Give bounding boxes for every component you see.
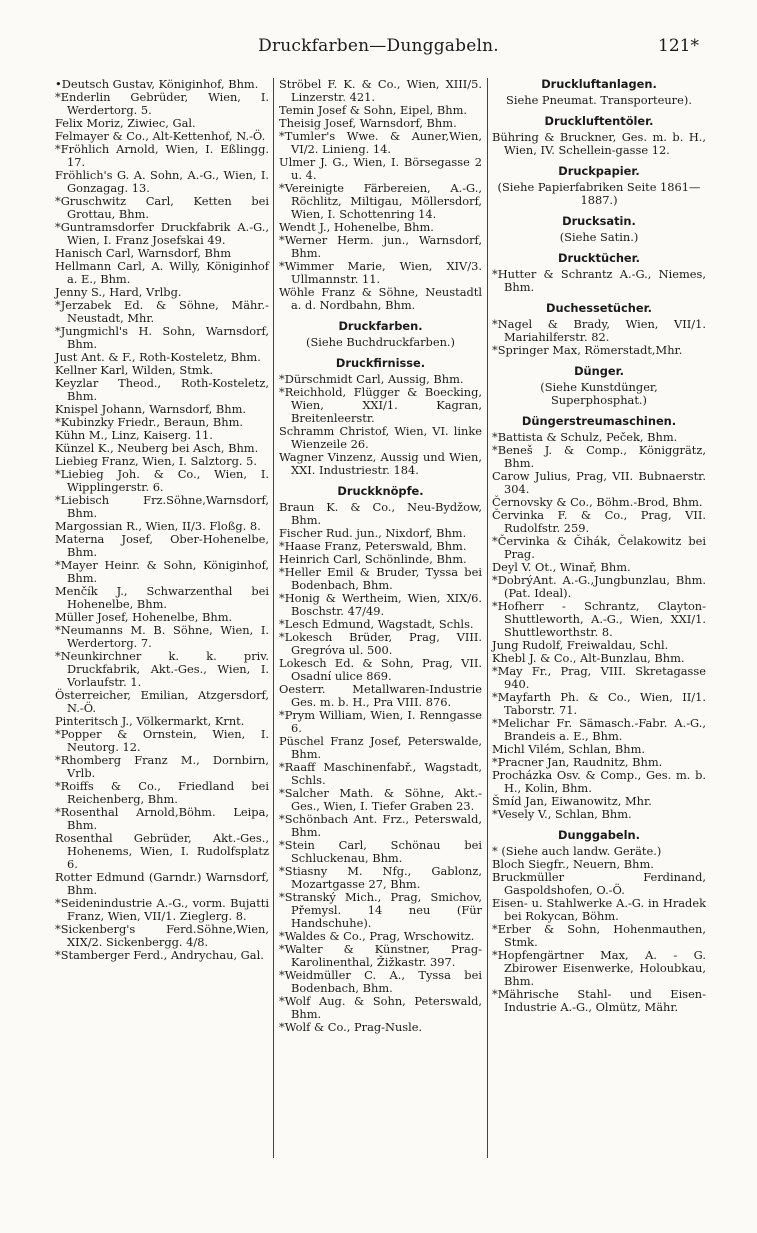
section-note-druckluftanlagen: Siehe Pneumat. Transporteure). — [506, 93, 692, 107]
directory-entry: Wendt J., Hohenelbe, Bhm. — [279, 220, 434, 234]
directory-entry: *Mährische Stahl- und Eisen-Industrie A.-G., Olmütz, Mähr. — [492, 987, 706, 1014]
directory-entry: •Deutsch Gustav, Königinhof, Bhm. — [55, 77, 259, 91]
directory-entry: *Kubinzky Friedr., Beraun, Bhm. — [55, 415, 243, 429]
column-middle — [279, 78, 482, 1034]
directory-entry: *Haase Franz, Peterswald, Bhm. — [279, 539, 467, 553]
directory-entry: *Mayer Heinr. & Sohn, Königinhof, Bhm. — [55, 558, 269, 585]
directory-entry: *Lesch Edmund, Wagstadt, Schls. — [279, 617, 474, 631]
directory-entry: Kellner Karl, Wilden, Stmk. — [55, 363, 214, 377]
directory-entry: Rosenthal Gebrüder, Akt.-Ges., Hohenems, Wien, I. Rudolfsplatz 6. — [55, 831, 269, 871]
section-title-drucksatin: Drucksatin. — [562, 214, 636, 228]
directory-entry: Braun K. & Co., Neu-Bydžow, Bhm. — [279, 500, 482, 527]
directory-entry: *Popper & Ornstein, Wien, I. Neutorg. 12. — [55, 727, 269, 754]
column-left — [55, 78, 269, 962]
directory-entry: Just Ant. & F., Roth-Kosteletz, Bhm. — [55, 350, 261, 364]
directory-entry: *Wimmer Marie, Wien, XIV/3. Ullmannstr. 11. — [279, 259, 482, 286]
directory-entry: *Reichhold, Flügger & Boecking, Wien, XXI/1. Kagran, Breitenleerstr. — [279, 385, 482, 425]
directory-entry: Heinrich Carl, Schönlinde, Bhm. — [279, 552, 467, 566]
directory-entry: Menčík J., Schwarzenthal bei Hohenelbe, Bhm. — [55, 584, 269, 611]
directory-entry: *Vesely V., Schlan, Bhm. — [492, 807, 632, 821]
directory-entry: Schramm Christof, Wien, VI. linke Wienzeile 26. — [279, 424, 482, 451]
directory-entry: Bloch Siegfr., Neuern, Bhm. — [492, 857, 654, 871]
section-duchessetuecher — [492, 318, 706, 357]
directory-entry: Hanisch Carl, Warnsdorf, Bhm — [55, 246, 232, 260]
directory-entry: *Prym William, Wien, I. Renngasse 6. — [279, 708, 482, 735]
directory-entry: Červinka F. & Co., Prag, VII. Rudolfstr. 259. — [492, 508, 706, 535]
directory-entry: Rotter Edmund (Garndr.) Warnsdorf, Bhm. — [55, 870, 269, 897]
directory-entry: *Seidenindustrie A.-G., vorm. Bujatti Franz, Wien, VII/1. Zieglerg. 8. — [55, 896, 269, 923]
directory-entry: Hellmann Carl, A. Willy, Königinhof a. E., Bhm. — [55, 259, 269, 286]
directory-entry: Ulmer J. G., Wien, I. Börsegasse 2 u. 4. — [279, 155, 482, 182]
directory-entry: *Weidmüller C. A., Tyssa bei Bodenbach, Bhm. — [279, 968, 482, 995]
directory-entry: Knispel Johann, Warnsdorf, Bhm. — [55, 402, 247, 416]
directory-entry: *Walter & Künstner, Prag-Karolinenthal, Žižkastr. 397. — [279, 942, 482, 969]
directory-entry: Liebieg Franz, Wien, I. Salztorg. 5. — [55, 454, 257, 468]
directory-entry: *Liebisch Frz.Söhne,Warnsdorf, Bhm. — [55, 493, 269, 520]
section-title-druckfirnisse: Druckfirnisse. — [335, 356, 426, 370]
directory-entry: Müller Josef, Hohenelbe, Bhm. — [55, 610, 233, 624]
section-note-druckpapier: (Siehe Papierfabriken Seite 1861—1887.) — [497, 180, 701, 207]
directory-entry: Keyzlar Theod., Roth-Kosteletz, Bhm. — [55, 376, 269, 403]
section-note-druckfarben: (Siehe Buchdruckfarben.) — [306, 335, 455, 349]
directory-entry: Künzel K., Neuberg bei Asch, Bhm. — [55, 441, 259, 455]
directory-entry: Theisig Josef, Warnsdorf, Bhm. — [279, 116, 457, 130]
directory-entry: *Hopfengärtner Max, A. - G. Zbirower Eisenwerke, Holoubkau, Bhm. — [492, 948, 706, 988]
directory-entry: *Neunkirchner k. k. priv. Druckfabrik, Akt.-Ges., Wien, I. Vorlaufstr. 1. — [55, 649, 269, 689]
directory-entry: *Battista & Schulz, Peček, Bhm. — [492, 430, 678, 444]
directory-entry: Bühring & Bruckner, Ges. m. b. H., Wien, IV. Schellein-gasse 12. — [492, 130, 706, 157]
directory-entry: *Lokesch Brüder, Prag, VIII. Gregróva ul. 500. — [279, 630, 482, 657]
directory-entry: *Erber & Sohn, Hohenmauthen, Stmk. — [492, 922, 706, 949]
directory-entry: *Jungmichl's H. Sohn, Warnsdorf, Bhm. — [55, 324, 269, 351]
directory-entry: *Raaff Maschinenfabř., Wagstadt, Schls. — [279, 760, 482, 787]
directory-entry: *Springer Max, Römerstadt,Mhr. — [492, 343, 683, 357]
page-title: Druckfarben—Dunggabeln. — [258, 36, 499, 56]
directory-entry: Černovsky & Co., Böhm.-Brod, Bhm. — [492, 495, 703, 509]
directory-entry: Carow Julius, Prag, VII. Bubnaerstr. 304. — [492, 469, 706, 496]
directory-entry: *Roiffs & Co., Friedland bei Reichenberg, Bhm. — [55, 779, 269, 806]
section-title-druckluftanlagen: Druckluftanlagen. — [541, 77, 657, 91]
directory-entry: *Liebieg Joh. & Co., Wien, I. Wipplingerstr. 6. — [55, 467, 269, 494]
directory-entry: Fischer Rud. jun., Nixdorf, Bhm. — [279, 526, 467, 540]
directory-entry: *Tumler's Wwe. & Auner,Wien, VI/2. Linieng. 14. — [279, 129, 482, 156]
directory-entry: *Fröhlich Arnold, Wien, I. Eßlingg. 17. — [55, 142, 269, 169]
section-dunggabeln — [492, 845, 706, 1014]
section-druckfirnisse — [279, 373, 482, 477]
directory-entry: Püschel Franz Josef, Peterswalde, Bhm. — [279, 734, 482, 761]
directory-entry: Materna Josef, Ober-Hohenelbe, Bhm. — [55, 532, 269, 559]
directory-entry: *Stranský Mich., Prag, Smichov, Přemysl. 14 neu (Für Handschuhe). — [279, 890, 482, 930]
directory-entry: Österreicher, Emilian, Atzgersdorf, N.-Ö. — [55, 688, 269, 715]
directory-entry: *Melichar Fr. Sämasch.-Fabr. A.-G., Brandeis a. E., Bhm. — [492, 716, 706, 743]
directory-entry: *Dürschmidt Carl, Aussig, Bhm. — [279, 372, 464, 386]
directory-entry: *Mayfarth Ph. & Co., Wien, II/1. Taborstr. 71. — [492, 690, 706, 717]
section-title-druckpapier: Druckpapier. — [558, 164, 640, 178]
directory-entry: Bruckmüller Ferdinand, Gaspoldshofen, O.-Ö. — [492, 870, 706, 897]
page-header — [0, 36, 757, 60]
directory-entry: Felix Moriz, Ziwiec, Gal. — [55, 116, 196, 130]
section-title-duenger: Dünger. — [574, 364, 624, 378]
directory-entry: *Rhomberg Franz M., Dornbirn, Vrlb. — [55, 753, 269, 780]
directory-entry: Oesterr. Metallwaren-Industrie Ges. m. b. H., Pra VIII. 876. — [279, 682, 482, 709]
directory-entry: *Salcher Math. & Söhne, Akt.-Ges., Wien, I. Tiefer Graben 23. — [279, 786, 482, 813]
directory-entry: *Stamberger Ferd., Andrychau, Gal. — [55, 948, 264, 962]
section-duengerstreumaschinen — [492, 431, 706, 821]
directory-entry: Kühn M., Linz, Kaiserg. 11. — [55, 428, 213, 442]
column-divider-right — [487, 78, 488, 1158]
section-title-duengerstreumaschinen: Düngerstreumaschinen. — [521, 414, 677, 428]
section-title-dunggabeln: Dunggabeln. — [558, 828, 640, 842]
directory-entry: *Neumanns M. B. Söhne, Wien, I. Werdertorg. 7. — [55, 623, 269, 650]
directory-entry: *Gruschwitz Carl, Ketten bei Grottau, Bhm. — [55, 194, 269, 221]
directory-entry: *Schönbach Ant. Frz., Peterswald, Bhm. — [279, 812, 482, 839]
directory-entry: *Jerzabek Ed. & Söhne, Mähr.-Neustadt, Mhr. — [55, 298, 269, 325]
directory-entry: Felmayer & Co., Alt-Kettenhof, N.-Ö. — [55, 129, 266, 143]
directory-entry: *Hofherr - Schrantz, Clayton-Shuttleworth, A.-G., Wien, XXI/1. Shuttleworthstr. 8. — [492, 599, 706, 639]
directory-entry: *Vereinigte Färbereien, A.-G., Röchlitz, Miltigau, Möllersdorf, Wien, I. Schottenring 14. — [279, 181, 482, 221]
directory-entry: Fröhlich's G. A. Sohn, A.-G., Wien, I. Gonzagag. 13. — [55, 168, 269, 195]
directory-entry: *Rosenthal Arnold,Böhm. Leipa, Bhm. — [55, 805, 269, 832]
section-druckknoepfe — [279, 501, 482, 1034]
section-title-duchessetuecher: Duchessetücher. — [546, 301, 652, 315]
directory-entry: *Honig & Wertheim, Wien, XIX/6. Boschstr. 47/49. — [279, 591, 482, 618]
directory-entry: * (Siehe auch landw. Geräte.) — [492, 844, 662, 858]
directory-entry: *Stein Carl, Schönau bei Schluckenau, Bhm. — [279, 838, 482, 865]
directory-entry: *Stiasny M. Nfg., Gablonz, Mozartgasse 27, Bhm. — [279, 864, 482, 891]
directory-entry: Procházka Osv. & Comp., Ges. m. b. H., Kolin, Bhm. — [492, 768, 706, 795]
section-drucktuecher — [492, 268, 706, 294]
directory-entry: *May Fr., Prag, VIII. Skretagasse 940. — [492, 664, 706, 691]
directory-entry: Wagner Vinzenz, Aussig und Wien, XXI. Industriestr. 184. — [279, 450, 482, 477]
directory-entry: *Beneš J. & Comp., Königgrätz, Bhm. — [492, 443, 706, 470]
section-title-druckluftentoeler: Druckluftentöler. — [544, 114, 654, 128]
directory-entry: Eisen- u. Stahlwerke A.-G. in Hradek bei Rokycan, Böhm. — [492, 896, 706, 923]
directory-entry: Wöhle Franz & Söhne, Neustadtl a. d. Nordbahn, Bhm. — [279, 285, 482, 312]
section-druckluftentoeler — [492, 131, 706, 157]
directory-entry: *Wolf & Co., Prag-Nusle. — [279, 1020, 423, 1034]
directory-entry: *Heller Emil & Bruder, Tyssa bei Bodenbach, Bhm. — [279, 565, 482, 592]
directory-entry: Temin Josef & Sohn, Eipel, Bhm. — [279, 103, 468, 117]
section-title-drucktuecher: Drucktücher. — [558, 251, 640, 265]
column-right — [492, 78, 706, 1014]
section-note-duenger: (Siehe Kunstdünger, Superphosphat.) — [540, 380, 658, 407]
directory-entry: *Pracner Jan, Raudnitz, Bhm. — [492, 755, 663, 769]
directory-entry: *Hutter & Schrantz A.-G., Niemes, Bhm. — [492, 267, 706, 294]
directory-entry: *Guntramsdorfer Druckfabrik A.-G., Wien, I. Franz Josefskai 49. — [55, 220, 269, 247]
directory-entry: Deyl V. Ot., Winař, Bhm. — [492, 560, 631, 574]
directory-entry: *Enderlin Gebrüder, Wien, I. Werdertorg. 5. — [55, 90, 269, 117]
directory-entry: Ströbel F. K. & Co., Wien, XIII/5. Linzerstr. 421. — [279, 77, 482, 104]
directory-entry: Jenny S., Hard, Vrlbg. — [55, 285, 182, 299]
directory-entry: *Waldes & Co., Prag, Wrschowitz. — [279, 929, 475, 943]
continued-entries — [279, 78, 482, 312]
page-number: 121* — [658, 36, 699, 56]
directory-entry: Šmíd Jan, Eiwanowitz, Mhr. — [492, 794, 652, 808]
directory-entry: Lokesch Ed. & Sohn, Prag, VII. Osadní ulice 869. — [279, 656, 482, 683]
directory-entry: *DobrýAnt. A.-G.,Jungbunzlau, Bhm. (Pat. Ideal). — [492, 573, 706, 600]
directory-entry: Pinteritsch J., Völkermarkt, Krnt. — [55, 714, 245, 728]
column-divider-left — [273, 78, 274, 1158]
section-title-druckknoepfe: Druckknöpfe. — [337, 484, 424, 498]
directory-entry: *Wolf Aug. & Sohn, Peterswald, Bhm. — [279, 994, 482, 1021]
directory-entry: *Nagel & Brady, Wien, VII/1. Mariahilferstr. 82. — [492, 317, 706, 344]
section-title-druckfarben: Druckfarben. — [338, 319, 423, 333]
directory-entry: *Werner Herm. jun., Warnsdorf, Bhm. — [279, 233, 482, 260]
directory-entry: *Červinka & Čihák, Čelakowitz bei Prag. — [492, 534, 706, 561]
directory-entry: Michl Vilém, Schlan, Bhm. — [492, 742, 646, 756]
directory-entry: Margossian R., Wien, II/3. Floßg. 8. — [55, 519, 261, 533]
directory-entry: Khebl J. & Co., Alt-Bunzlau, Bhm. — [492, 651, 685, 665]
section-note-drucksatin: (Siehe Satin.) — [559, 230, 639, 244]
directory-entry: Jung Rudolf, Freiwaldau, Schl. — [492, 638, 669, 652]
directory-entry: *Sickenberg's Ferd.Söhne,Wien, XIX/2. Sickenbergg. 4/8. — [55, 922, 269, 949]
